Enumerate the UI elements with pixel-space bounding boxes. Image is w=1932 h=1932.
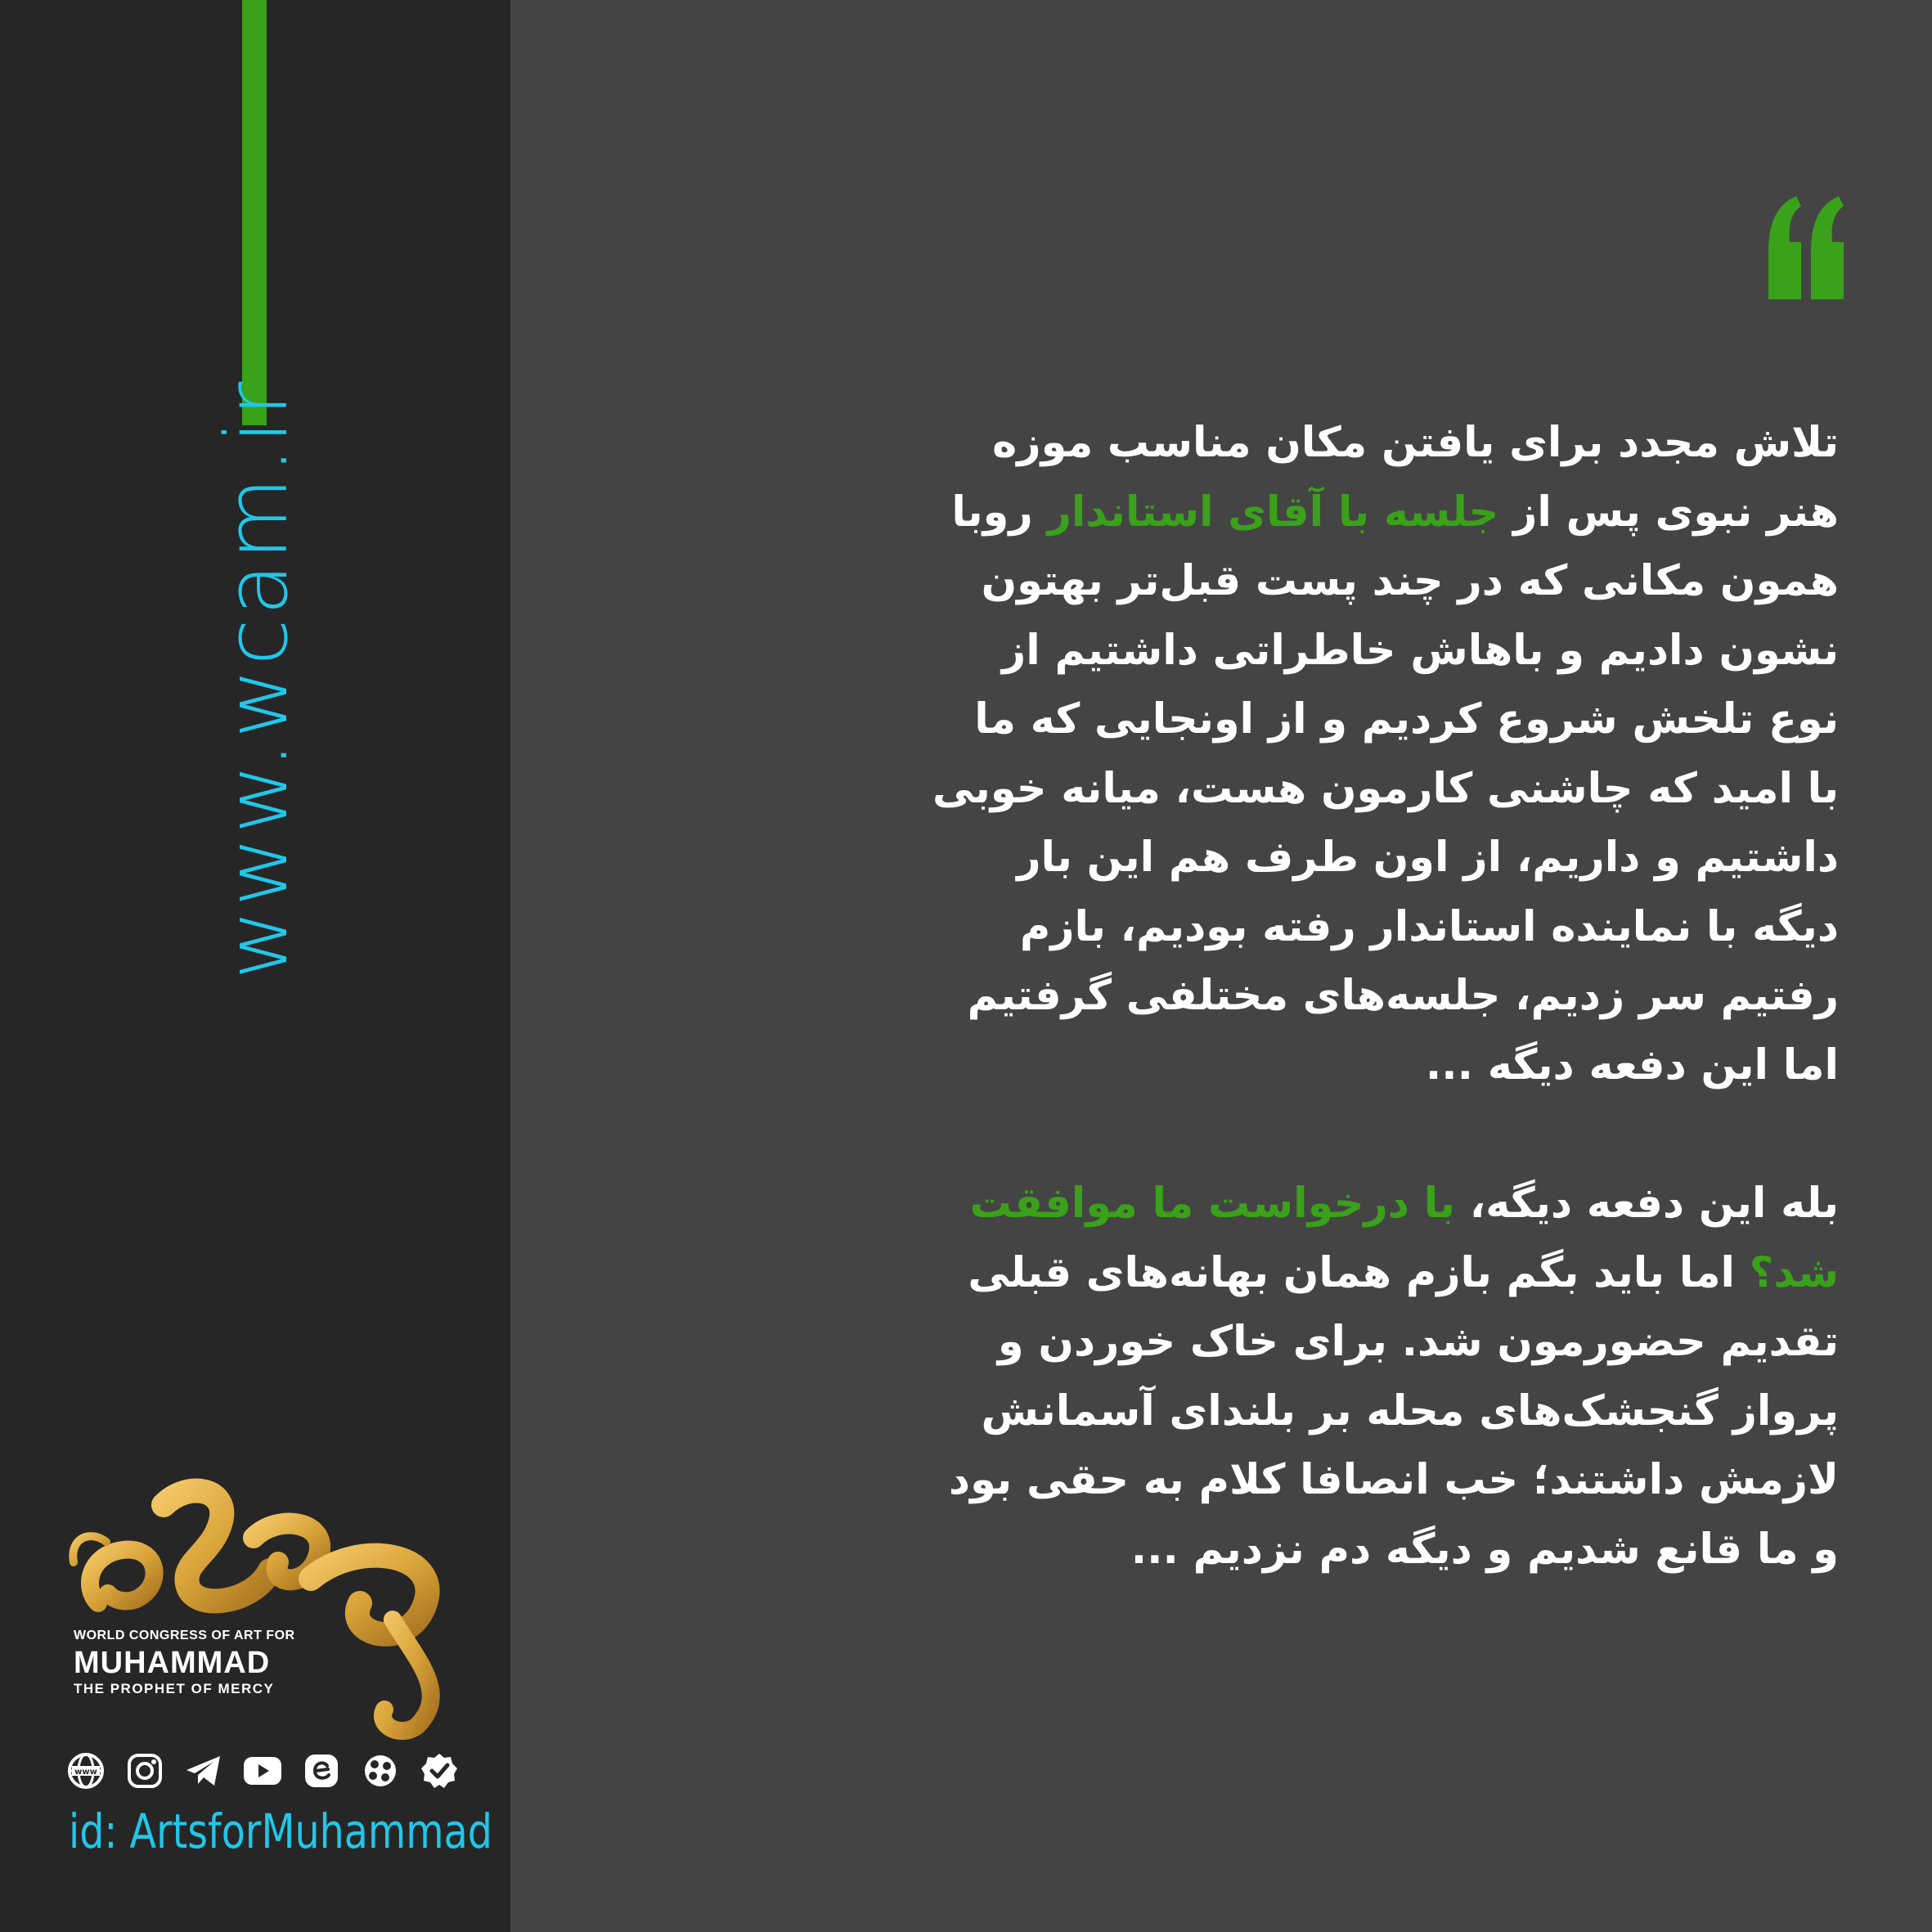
logo-line-2: MUHAMMAD [74, 1646, 271, 1680]
paragraph-2 [932, 1170, 1839, 1584]
muhammad-calligraphy-logo [65, 1464, 458, 1742]
paragraph-2-text-b: اما باید بگم بازم همان بهانه‌های قبلی تقدیم حضورمون شد. برای خاک خوردن و پرواز گنجشک‌های محله بر بلندای آسمانش لازمش داشتند؛ خب انصافا کلام به حقی بود و ما قانع شدیم و دیگه دم نزدیم ... [948, 1248, 1839, 1574]
verified-check-icon[interactable] [419, 1750, 460, 1791]
aparat-icon[interactable] [360, 1750, 401, 1791]
youtube-icon[interactable] [242, 1750, 283, 1791]
social-icons [65, 1750, 460, 1791]
paragraph-2-text-a: بله این دفعه دیگه، [1454, 1179, 1839, 1228]
quote-mark-icon [1767, 195, 1845, 301]
logo-caption [74, 1629, 295, 1696]
telegram-icon[interactable] [183, 1750, 224, 1791]
paragraph-1 [932, 409, 1839, 1100]
logo-line-1: WORLD CONGRESS OF ART FOR [74, 1629, 295, 1642]
paragraph-1-text-b: روبا همون مکانی که در چند پست قبل‌تر بهتون نشون دادیم و باهاش خاطراتی داشتیم از نوع تلخش شروع کردیم و از اونجایی که ما با امید که چاشنی کارمون هست، میانه خوبی داشتیم و داریم، از اون طرف هم این بار دیگه با نماینده استاندار رفته بودیم، بازم رفتیم سر زدیم، جلسه‌های مختلفی گرفتیم اما این دفعه دیگه ... [932, 487, 1839, 1090]
paragraph-1-highlight: جلسه با آقای استاندار [1047, 487, 1499, 537]
eitaa-icon[interactable] [301, 1750, 342, 1791]
website-url[interactable]: www.wcam.ir [207, 378, 307, 980]
svg-text:www: www [74, 1768, 97, 1777]
article-body [932, 409, 1839, 1584]
green-accent-bar [242, 0, 267, 425]
paragraph-1-text-a: تلاش مجدد برای یافتن مکان مناسب موزه هنر نبوی پس از [992, 419, 1839, 537]
instagram-icon[interactable] [124, 1750, 165, 1791]
logo-line-3: THE PROPHET OF MERCY [74, 1681, 275, 1696]
www-globe-icon[interactable] [65, 1750, 106, 1791]
sidebar [0, 0, 510, 1932]
paragraph-2-highlight: با درخواست ما موافقت شد؟ [969, 1179, 1839, 1297]
social-handle[interactable]: id: ArtsforMuhammad [69, 1804, 492, 1859]
